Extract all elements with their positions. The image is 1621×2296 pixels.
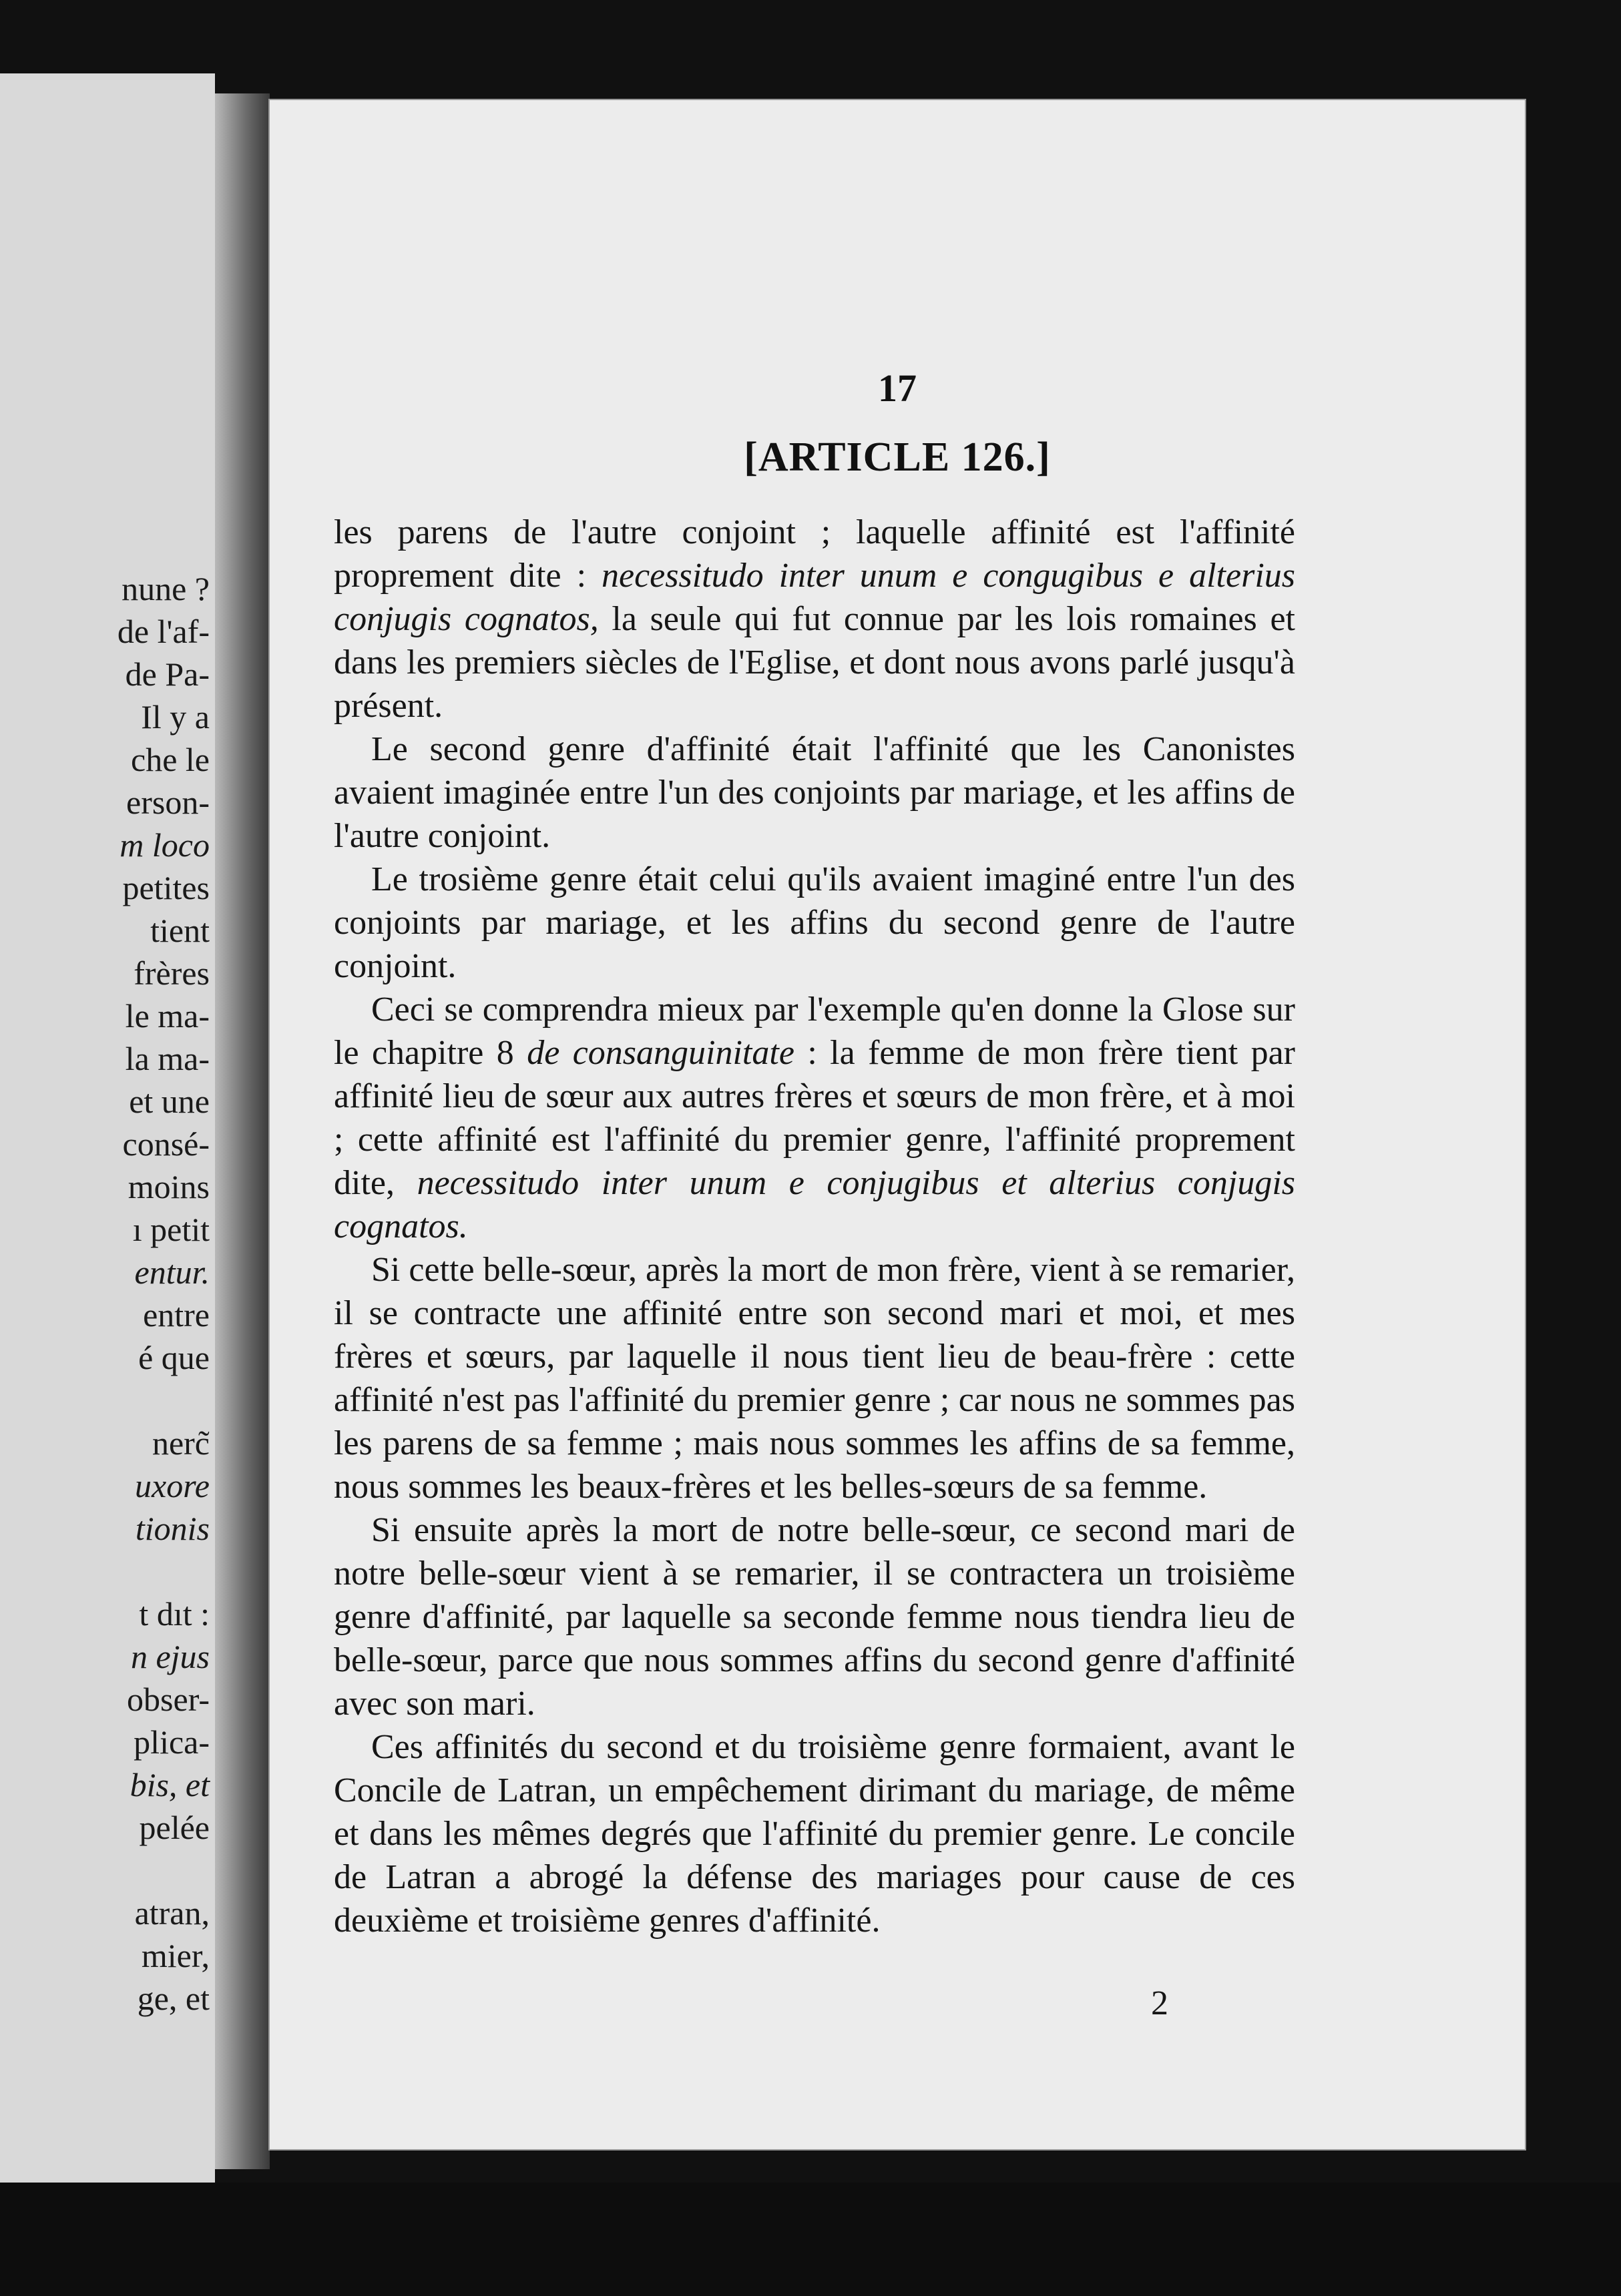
paragraph xyxy=(334,858,1295,988)
left-page-line: t dıt : xyxy=(139,1595,210,1633)
paragraph-text: Ces affinités du second et du troisième genre formaient, avant le Concile de Latran, un empêchement dirimant du mariage, de même et dans les mêmes degrés que l'affinité du premier genre. Le concile de Latran a abrogé la défense des mariages pour cause de ces deuxième et troisième genres d'affinité. xyxy=(334,1728,1295,1940)
left-page-line: la ma- xyxy=(125,1040,210,1077)
left-page-line: entur. xyxy=(134,1253,210,1291)
article-header: [ARTICLE 126.] xyxy=(744,435,1051,480)
latin-phrase: necessitudo inter unum e congugibus e alterius conjugis cognatos, xyxy=(334,557,1295,638)
book-spine-shadow xyxy=(215,93,270,2169)
left-page-line: le ma- xyxy=(125,997,210,1035)
left-page-line: moins xyxy=(128,1168,210,1205)
latin-phrase: necessitudo inter unum e conjugibus et alterius conjugis cognatos. xyxy=(334,1164,1296,1245)
scan-border xyxy=(0,2183,1621,2296)
left-page-line: frères xyxy=(134,954,210,992)
left-page-line: m loco xyxy=(120,826,210,864)
left-page-line xyxy=(0,1379,215,1422)
left-page-line: tionis xyxy=(135,1510,210,1547)
latin-phrase: de consanguinitate xyxy=(527,1034,794,1072)
left-page-line: ı petit xyxy=(132,1211,210,1248)
page-body-text xyxy=(334,511,1295,1942)
paragraph xyxy=(334,511,1295,728)
left-page-line: bis, et xyxy=(130,1766,210,1803)
left-page-line: Il y a xyxy=(141,698,210,736)
left-page-line: petites xyxy=(122,869,210,906)
left-page-line: uxore xyxy=(135,1467,210,1504)
paragraph xyxy=(334,1248,1295,1508)
paragraph xyxy=(334,988,1295,1248)
book-page xyxy=(270,100,1525,2149)
left-page-line: é que xyxy=(138,1339,210,1376)
paragraph xyxy=(334,728,1295,858)
left-page-line: nerc̃ xyxy=(152,1424,210,1462)
paragraph-text: Le second genre d'affinité était l'affinité que les Canonistes avaient imaginée entre l'un des conjoints par mariage, et les affins de l'autre conjoint. xyxy=(334,730,1295,855)
paragraph xyxy=(334,1508,1295,1725)
paragraph-text: Le trosième genre était celui qu'ils avaient imaginé entre l'un des conjoints par mariage, et les affins du second genre de l'autre conjoint. xyxy=(334,860,1295,985)
paragraph-text: la seule qui fut connue par les lois romaines et dans les premiers siècles de l'Eglise, et dont nous avons parlé jusqu'à présent. xyxy=(334,600,1296,725)
paragraph xyxy=(334,1725,1295,1942)
left-page-line: n ejus xyxy=(130,1638,210,1675)
signature-mark: 2 xyxy=(1151,1984,1168,2022)
left-page-line xyxy=(0,1849,215,1892)
left-page-text-fragments xyxy=(0,567,215,2020)
left-facing-page xyxy=(0,73,215,2183)
left-page-line: de l'af- xyxy=(117,613,210,650)
left-page-line: de Pa- xyxy=(125,655,210,693)
left-page-line: erson- xyxy=(126,784,210,821)
paragraph-text: Si ensuite après la mort de notre belle-sœur, ce second mari de notre belle-sœur vient à se remarier, il se contractera un troisième genre d'affinité, par laquelle sa seconde femme nous tiendra lieu de belle-sœur, parce que nous sommes affins du second genre d'affinité avec son mari. xyxy=(334,1511,1295,1723)
left-page-line: entre xyxy=(143,1296,210,1334)
paragraph-text: les parens de l'autre conjoint ; laquelle affinité est l'affinité proprement dite : xyxy=(334,513,1295,595)
left-page-line: consé- xyxy=(122,1125,210,1163)
left-page-line: et une xyxy=(129,1083,210,1120)
paragraph-text: : la femme de mon frère tient par affinité lieu de sœur aux autres frères et sœurs de mon frère, et à moi ; cette affinité est l'affinité du premier genre, l'affinité proprement dite, xyxy=(334,1034,1295,1202)
left-page-line: tient xyxy=(150,912,210,949)
left-page-line: mier, xyxy=(141,1937,210,1974)
left-page-line: nune ? xyxy=(122,570,210,607)
left-page-line: che le xyxy=(131,741,210,778)
paragraph-text: Si cette belle-sœur, après la mort de mon frère, vient à se remarier, il se contracte une affinité entre son second mari et moi, et mes frères et sœurs, par laquelle il nous tient lieu de beau-frère : cette affinité n'est pas l'affinité du premier genre ; car nous ne sommes pas les parens de sa femme ; mais nous sommes les affins de sa femme, nous sommes les beaux-frères et les belles-sœurs de sa femme. xyxy=(334,1251,1295,1506)
left-page-line: atran, xyxy=(134,1894,210,1932)
left-page-line: ge, et xyxy=(137,1980,210,2017)
left-page-line: pelée xyxy=(139,1809,210,1846)
page-number: 17 xyxy=(878,366,917,410)
left-page-line: plica- xyxy=(134,1723,210,1761)
left-page-line: obser- xyxy=(127,1681,210,1718)
left-page-line xyxy=(0,1550,215,1593)
paragraph-text: Ceci se comprendra mieux par l'exemple qu'en donne la Glose sur le chapitre 8 xyxy=(334,990,1295,1072)
